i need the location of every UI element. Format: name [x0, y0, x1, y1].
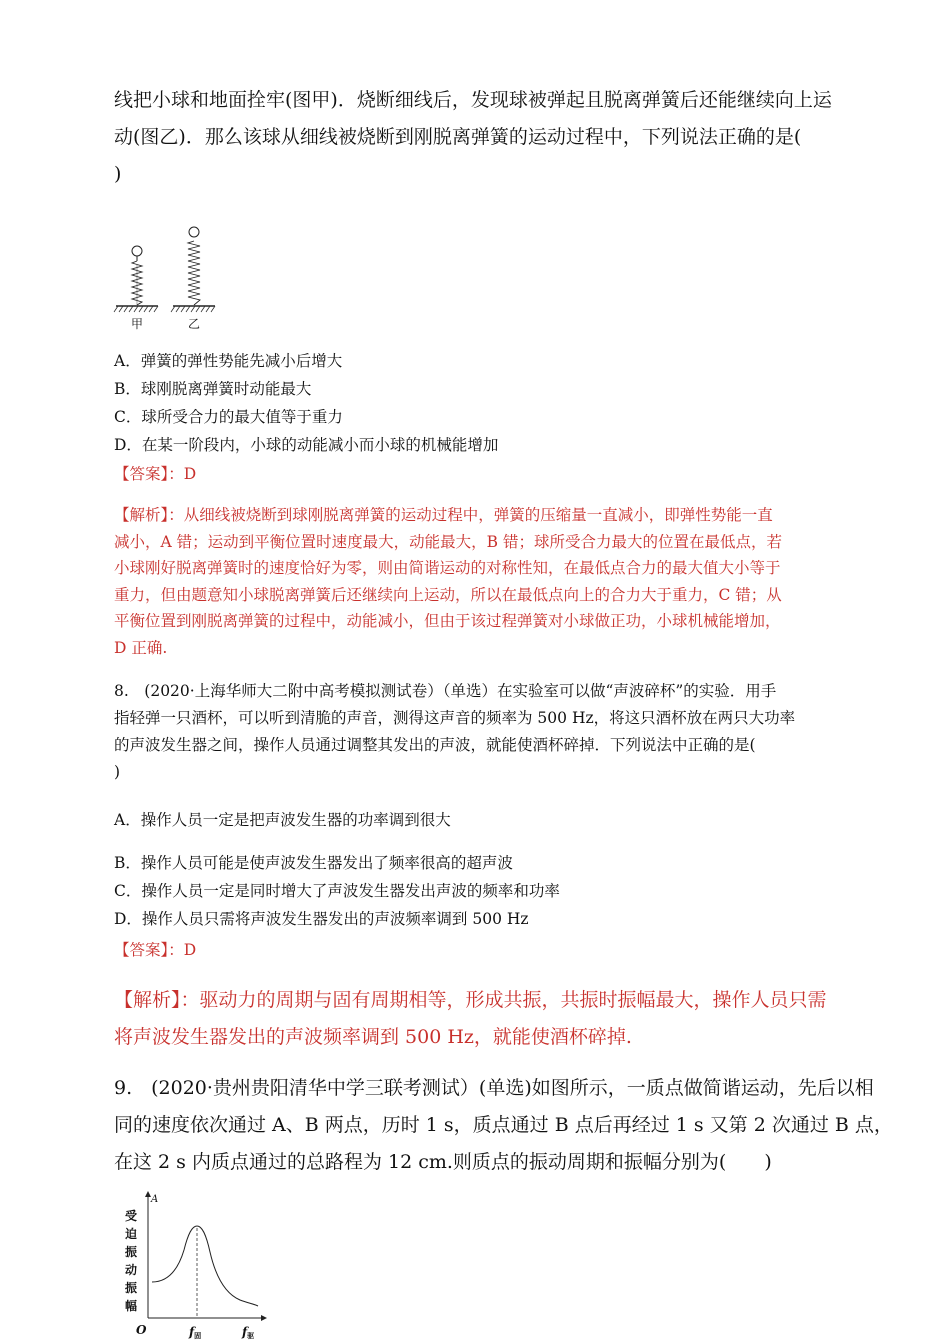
q7-analysis-line: 减小，A 错；运动到平衡位置时速度最大，动能最大，B 错；球所受合力最大的位置在最低点，若: [114, 532, 782, 551]
x-axis-driving-frequency: [241, 1325, 254, 1340]
q7-stem-line: 线把小球和地面拴牢(图甲)．烧断细线后，发现球被弹起且脱离弹簧后还能继续向上运: [114, 89, 832, 111]
q8-analysis: [114, 982, 844, 1056]
y-axis-label-char: 动: [125, 1263, 138, 1277]
y-axis-label-char: 振: [125, 1245, 138, 1259]
q8-option-d: D．操作人员只需将声波发生器发出的声波频率调到 500 Hz: [114, 910, 529, 928]
q8-options: [114, 849, 844, 933]
resonance-curve: [152, 1226, 258, 1306]
q7-option-d: D．在某一阶段内，小球的动能减小而小球的机械能增加: [114, 436, 499, 454]
spring-jia-diagram: [114, 246, 158, 312]
q7-stem-line: 动(图乙)．那么该球从细线被烧断到刚脱离弹簧的运动过程中，下列说法正确的是(: [114, 126, 802, 148]
q8-option-c: C．操作人员一定是同时增大了声波发生器发出声波的频率和功率: [114, 882, 560, 900]
q9-stem-line: 9. (2020·贵州贵阳清华中学三联考测试）(单选)如图所示，一质点做简谐运动，先后以相: [114, 1077, 874, 1099]
y-axis-label-char: 受: [125, 1209, 138, 1223]
q8-analysis-line: 【解析】：驱动力的周期与固有周期相等，形成共振，共振时振幅最大，操作人员只需: [114, 989, 827, 1011]
x-tick-main: f: [189, 1325, 195, 1339]
q7-analysis: [114, 502, 844, 661]
x-tick-natural-frequency: [188, 1325, 201, 1340]
q7-option-a: A．弹簧的弹性势能先减小后增大: [114, 352, 343, 370]
q8-answer: 【答案】：D: [114, 941, 197, 959]
q8-option-a-block: [114, 806, 844, 834]
spring-yi-diagram: [171, 227, 215, 312]
x-tick-sub: 固: [194, 1331, 202, 1340]
q8-analysis-line: 将声波发生器发出的声波频率调到 500 Hz，就能使酒杯碎掉.: [114, 1026, 632, 1048]
y-axis-label-char: 迫: [125, 1227, 138, 1241]
resonance-graph: [118, 1190, 268, 1344]
q8-stem-line: 8. (2020·上海华师大二附中高考模拟测试卷）（单选）在实验室可以做“声波碎杯”的实验．用手: [114, 682, 777, 700]
q8-option-b: B．操作人员可能是使声波发生器发出了频率很高的超声波: [114, 854, 513, 872]
y-axis-label-char: 振: [125, 1281, 138, 1295]
q8-option-a: A．操作人员一定是把声波发生器的功率调到很大: [114, 811, 451, 829]
origin-label: O: [136, 1323, 147, 1337]
x-axis-main: f: [242, 1325, 248, 1339]
q7-stem-line: ): [114, 163, 122, 185]
q7-analysis-line: 平衡位置到刚脱离弹簧的过程中，动能减小，但由于该过程弹簧对小球做正功，小球机械能增加，: [114, 612, 781, 630]
figure-label-yi: 乙: [187, 317, 201, 331]
q7-option-c: C．球所受合力的最大值等于重力: [114, 408, 343, 426]
q7-analysis-line: 小球刚好脱离弹簧时的速度恰好为零，则由简谐运动的对称性知，在最低点合力的最大值大小等于: [114, 559, 781, 577]
q9-stem: [114, 1070, 893, 1181]
spring-figure: [110, 222, 230, 334]
q7-option-b: B．球刚脱离弹簧时动能最大: [114, 380, 312, 398]
q7-analysis-line: 重力，但由题意知小球脱离弹簧后还继续向上运动，所以在最低点向上的合力大于重力，C 错；从: [114, 585, 782, 604]
y-axis-label-char: 幅: [125, 1299, 138, 1313]
figure-label-jia: 甲: [130, 317, 144, 331]
q7-analysis-line: 【解析】：从细线被烧断到球刚脱离弹簧的运动过程中，弹簧的压缩量一直减小，即弹性势能一直: [114, 506, 773, 524]
q9-stem-line: 在这 2 s 内质点通过的总路程为 12 cm.则质点的振动周期和振幅分别为( ): [114, 1151, 772, 1173]
q7-stem: [114, 82, 844, 193]
q7-options: [114, 347, 844, 459]
y-axis-symbol: A: [151, 1194, 159, 1205]
q8-stem-line: 的声波发生器之间，操作人员通过调整其发出的声波，就能使酒杯碎掉．下列说法中正确的是(: [114, 736, 756, 754]
q7-answer: 【答案】：D: [114, 465, 197, 483]
q9-stem-line: 同的速度依次通过 A、B 两点，历时 1 s，质点通过 B 点后再经过 1 s 又第 2 次通过 B 点，: [114, 1114, 893, 1136]
q8-stem: [114, 678, 844, 786]
x-axis-sub: 驱: [247, 1331, 255, 1340]
q7-analysis-line: D 正确.: [114, 638, 168, 657]
q8-stem-line: 指轻弹一只酒杯，可以听到清脆的声音，测得这声音的频率为 500 Hz，将这只酒杯放在两只大功率: [114, 709, 796, 727]
q8-stem-line: ): [114, 763, 121, 781]
